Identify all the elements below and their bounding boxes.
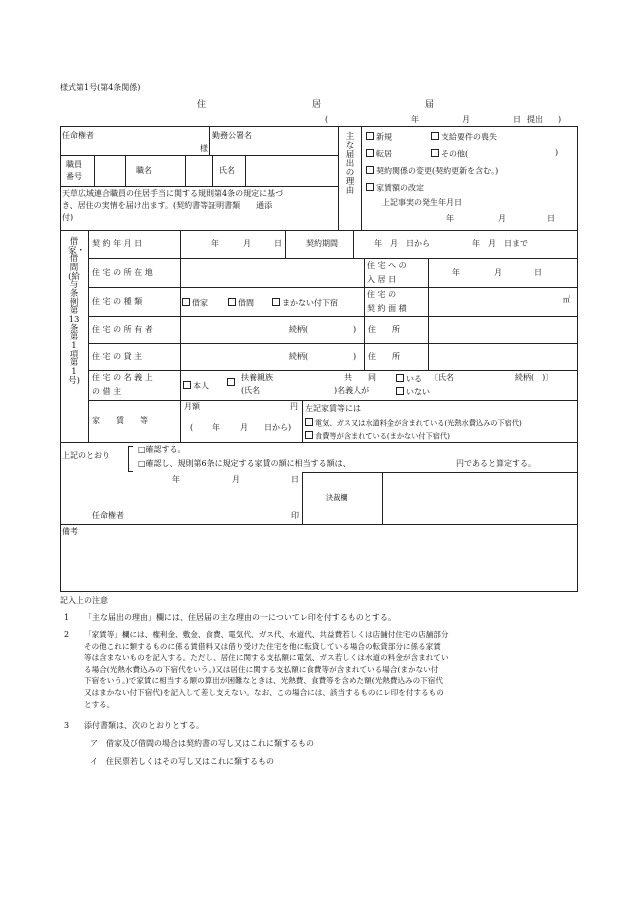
checkbox-icon bbox=[366, 149, 374, 157]
note-2-line: 下宿をいう。)で家賃に相当する額の算出が困難なときは、光熱費、食費等を含めた額(光熱費込みの下宿代 bbox=[84, 676, 444, 686]
checkbox-icon bbox=[305, 418, 313, 426]
confirm-month: 月 bbox=[232, 475, 240, 484]
lessor-address-label: 住 所 bbox=[368, 352, 400, 361]
reason-move[interactable] bbox=[366, 149, 392, 159]
house-type-label: 住 宅 の 種 類 bbox=[92, 297, 143, 306]
confirm-authority: 任命権者 bbox=[92, 511, 124, 520]
checkbox-icon bbox=[182, 298, 190, 306]
contract-month: 月 bbox=[243, 239, 251, 248]
submit-month: 月 bbox=[462, 115, 470, 124]
type-boarding-label: まかない付下宿 bbox=[282, 298, 338, 308]
bracket bbox=[128, 446, 133, 472]
rent-since-day: 日から) bbox=[264, 423, 292, 432]
type-rent-room-label: 借間 bbox=[238, 298, 254, 308]
lessor-relation: 続柄( bbox=[289, 352, 309, 361]
checkbox-icon bbox=[431, 132, 439, 140]
submit-year: 年 bbox=[411, 115, 419, 124]
divider bbox=[60, 230, 578, 231]
location-label: 住 宅 の 所 在 地 bbox=[92, 268, 153, 277]
reason-contract-change-label: 契約関係の変更(契約更新を含む。) bbox=[376, 166, 499, 176]
note-2-line: 「家賃等」欄には、権利金、敷金、食費、電気代、ガス代、水道代、共益費若しくは店舗付住宅の店舗部分 bbox=[84, 630, 449, 639]
lessor-label: 住 宅 の 貸 主 bbox=[92, 352, 143, 361]
position-label: 職名 bbox=[136, 166, 152, 175]
rent-since-year: 年 bbox=[212, 423, 220, 432]
checkbox-icon bbox=[228, 298, 236, 306]
statement-line-2: き、居住の実情を届け出ます。(契約書等証明書類 通添 bbox=[62, 201, 273, 210]
tenant-dependent[interactable] bbox=[227, 378, 237, 388]
period-to: 年 月 日まで bbox=[472, 239, 528, 248]
joint-yes[interactable] bbox=[396, 374, 422, 384]
tenant-self-label: 本人 bbox=[193, 381, 209, 391]
divider bbox=[428, 258, 429, 370]
divider bbox=[302, 472, 303, 524]
checkbox-icon bbox=[227, 378, 235, 386]
divider bbox=[180, 230, 181, 442]
remarks-label: 備考 bbox=[62, 527, 78, 536]
divider bbox=[125, 155, 126, 186]
reason-other[interactable] bbox=[431, 149, 468, 159]
reason-new[interactable] bbox=[366, 132, 392, 142]
seal-mark: 印 bbox=[291, 511, 299, 520]
sub-item-a-text: 借家及び借間の場合は契約書の写し又はこれに類するもの bbox=[106, 739, 314, 748]
occurrence-date-label: 上記事実の発生年月日 bbox=[382, 198, 462, 207]
divider bbox=[88, 230, 89, 442]
area-unit: ㎡ bbox=[563, 295, 571, 304]
divider bbox=[60, 155, 338, 156]
note-2-line: る場合(光熱水費込みの下宿代をいう。)又は居住に関する支払額に食費等が含まれている場合(まかない付 bbox=[84, 664, 439, 674]
form-number: 様式第1号(第4条関係) bbox=[60, 83, 141, 92]
name-label: 氏名 bbox=[219, 166, 235, 175]
note-2-line: 等は含まないものを記入する。ただし、居住に関する支払額に電気、ガス若しくは水道の料金が含まれてい bbox=[84, 653, 449, 663]
owner-address-label: 住 所 bbox=[368, 325, 400, 334]
tenant-label-2: の 借 主 bbox=[92, 387, 122, 396]
checkbox-icon bbox=[431, 149, 439, 157]
reason-lose-eligibility-label: 支給要件の喪失 bbox=[441, 132, 497, 142]
divider bbox=[285, 230, 286, 258]
reason-other-close: ) bbox=[555, 148, 559, 157]
sub-item-i-text: 住民票若しくはその写し又はこれに類するもの bbox=[106, 757, 274, 766]
statement-line-3: 付) bbox=[62, 213, 74, 222]
rent-yen: 円 bbox=[290, 402, 298, 411]
rent-note-utilities-label: 電気、ガス又は水道料金が含まれている(光熱水費込みの下宿代) bbox=[315, 418, 522, 428]
joint-relation: 続柄( )〕 bbox=[515, 373, 554, 382]
tenant-label-1: 住 宅 の 名 義 上 bbox=[92, 373, 153, 382]
confirm-option[interactable]: □確認する。 bbox=[138, 445, 186, 454]
staff-number-label-2: 番号 bbox=[66, 172, 82, 181]
type-rent-room[interactable] bbox=[228, 298, 254, 308]
confirm-day: 日 bbox=[291, 475, 299, 484]
divider bbox=[209, 126, 210, 155]
estimate-option-suffix: 円であると算定する。 bbox=[456, 459, 536, 468]
sub-item-a-mark: ア bbox=[90, 739, 98, 748]
tenancy-side-label: 借家・借間(給与条例第13条第1項第1号) bbox=[68, 237, 86, 386]
appointing-authority-label: 任命権者 bbox=[62, 131, 94, 140]
checkbox-icon bbox=[183, 381, 191, 389]
owner-relation-close: ) bbox=[353, 325, 357, 334]
monthly-amount-label: 月額 bbox=[184, 402, 200, 411]
divider bbox=[88, 316, 578, 317]
contract-area-label-2: 契 約 面 積 bbox=[367, 304, 407, 313]
note-1-num: 1 bbox=[64, 613, 70, 622]
rent-since-month: 月 bbox=[240, 423, 248, 432]
rent-note-meals[interactable] bbox=[305, 431, 450, 440]
checkbox-icon bbox=[272, 298, 280, 306]
checkbox-icon bbox=[305, 431, 313, 439]
occurrence-day: 日 bbox=[547, 214, 555, 223]
reason-lose-eligibility[interactable] bbox=[431, 132, 497, 142]
divider bbox=[302, 472, 578, 473]
divider bbox=[94, 155, 95, 186]
rent-label: 家 賃 等 bbox=[92, 416, 148, 425]
move-in-month: 月 bbox=[494, 268, 502, 277]
joint-no-label: いない bbox=[406, 387, 430, 397]
type-rent-house-label: 借家 bbox=[192, 298, 208, 308]
contract-day: 日 bbox=[274, 239, 282, 248]
checkbox-icon bbox=[366, 132, 374, 140]
divider bbox=[88, 258, 578, 259]
contract-year: 年 bbox=[211, 239, 219, 248]
title-char-1: 住 bbox=[197, 100, 207, 110]
divider bbox=[382, 472, 383, 524]
contract-date-label: 契 約 年 月 日 bbox=[92, 239, 143, 248]
divider bbox=[338, 126, 339, 230]
note-1-text: 「主な届出の理由」欄には、住居届の主な理由の一についてレ印を付するものとする。 bbox=[84, 613, 396, 622]
submit-paren-open: ( bbox=[325, 115, 329, 124]
tenant-self[interactable] bbox=[183, 381, 209, 391]
contract-period-label: 契約期間 bbox=[306, 239, 338, 248]
reason-contract-change[interactable] bbox=[366, 166, 498, 176]
reason-other-label: その他( bbox=[441, 149, 469, 159]
joint-yes-label: いる bbox=[406, 374, 422, 384]
estimate-option-prefix[interactable]: □確認し、規則第6条に規定する家賃の額に相当する額は、 bbox=[138, 459, 351, 468]
period-from: 年 月 日から bbox=[374, 239, 430, 248]
reason-rent-revision-label: 家賃額の改定 bbox=[376, 183, 424, 193]
lessor-relation-close: ) bbox=[353, 352, 357, 361]
office-name-label: 勤務公署名 bbox=[212, 131, 252, 140]
rent-note-title: 左記家賃等には bbox=[305, 404, 361, 413]
divider bbox=[88, 370, 578, 371]
divider bbox=[353, 230, 354, 258]
type-boarding[interactable] bbox=[272, 298, 338, 308]
rent-since-open: ( bbox=[190, 423, 194, 432]
checkbox-icon bbox=[366, 183, 374, 191]
as-above-label: 上記のとおり bbox=[62, 451, 110, 460]
tenant-name-open: (氏名 bbox=[241, 386, 261, 395]
joint-label: 共 同 bbox=[344, 373, 376, 382]
divider bbox=[245, 155, 246, 186]
move-in-year: 年 bbox=[452, 268, 460, 277]
note-2-num: 2 bbox=[64, 630, 70, 639]
occurrence-year: 年 bbox=[446, 214, 454, 223]
checkbox-icon bbox=[366, 166, 374, 174]
joint-no[interactable] bbox=[396, 387, 430, 397]
sub-item-i-mark: イ bbox=[90, 757, 98, 766]
honorific: 様 bbox=[200, 144, 208, 153]
reason-new-label: 新規 bbox=[376, 132, 392, 142]
divider bbox=[60, 442, 578, 443]
divider bbox=[60, 186, 338, 187]
divider bbox=[361, 126, 362, 230]
divider bbox=[185, 155, 186, 186]
submit-label: 提出 bbox=[527, 115, 543, 124]
contract-area-label-1: 住 宅 の bbox=[367, 290, 397, 299]
divider bbox=[88, 343, 578, 344]
divider bbox=[88, 287, 578, 288]
submit-paren-close: ) bbox=[558, 115, 562, 124]
divider bbox=[212, 155, 213, 186]
checkbox-icon bbox=[396, 374, 404, 382]
divider bbox=[364, 258, 365, 370]
title-char-2: 居 bbox=[312, 100, 322, 110]
divider bbox=[302, 400, 303, 442]
note-2-line: その他これに類するものに係る賃借料又は借り受けた住宅を他に転貸している場合の転貸部分に係る家賃 bbox=[84, 641, 441, 651]
note-2-line: とする。 bbox=[84, 699, 115, 709]
reason-rent-revision[interactable] bbox=[366, 183, 424, 193]
remarks-box[interactable] bbox=[60, 524, 578, 592]
owner-relation: 続柄( bbox=[289, 325, 309, 334]
joint-yes-name: 〔氏名 bbox=[430, 373, 454, 382]
reason-move-label: 転居 bbox=[376, 149, 392, 159]
move-in-label-2: 入 居 日 bbox=[367, 275, 397, 284]
tenant-dependent-label: 扶養親族 bbox=[241, 373, 273, 382]
note-2-block bbox=[84, 629, 570, 710]
rent-note-meals-label: 食費等が含まれている(まかない付下宿代) bbox=[315, 431, 450, 441]
decision-column-label: 決裁欄 bbox=[326, 493, 348, 502]
rent-note-utilities[interactable] bbox=[305, 418, 522, 427]
note-2-line: 又はまかない付下宿代)を記入して差し支えない。なお、この場合には、該当するものにレ印を付するもの bbox=[84, 687, 444, 697]
move-in-label-1: 住 宅 へ の bbox=[367, 261, 407, 270]
submit-day: 日 bbox=[513, 115, 521, 124]
title-char-3: 届 bbox=[425, 100, 435, 110]
occurrence-month: 月 bbox=[498, 214, 506, 223]
move-in-day: 日 bbox=[534, 268, 542, 277]
note-3-text: 添付書類は、次のとおりとする。 bbox=[84, 721, 204, 730]
notes-title: 記入上の注意 bbox=[60, 596, 108, 605]
type-rent-house[interactable] bbox=[182, 298, 208, 308]
note-3-num: 3 bbox=[64, 721, 70, 730]
checkbox-icon bbox=[396, 387, 404, 395]
statement-line-1: 天草広域連合職員の住居手当に関する規則第4条の規定に基づ bbox=[62, 189, 284, 198]
divider bbox=[88, 400, 578, 401]
owner-label: 住 宅 の 所 有 者 bbox=[92, 325, 153, 334]
confirm-year: 年 bbox=[172, 475, 180, 484]
staff-number-label-1: 職員 bbox=[66, 160, 82, 169]
joint-holder: )名義人が bbox=[334, 386, 370, 395]
main-reason-label: 主な届出の理由 bbox=[345, 132, 355, 196]
